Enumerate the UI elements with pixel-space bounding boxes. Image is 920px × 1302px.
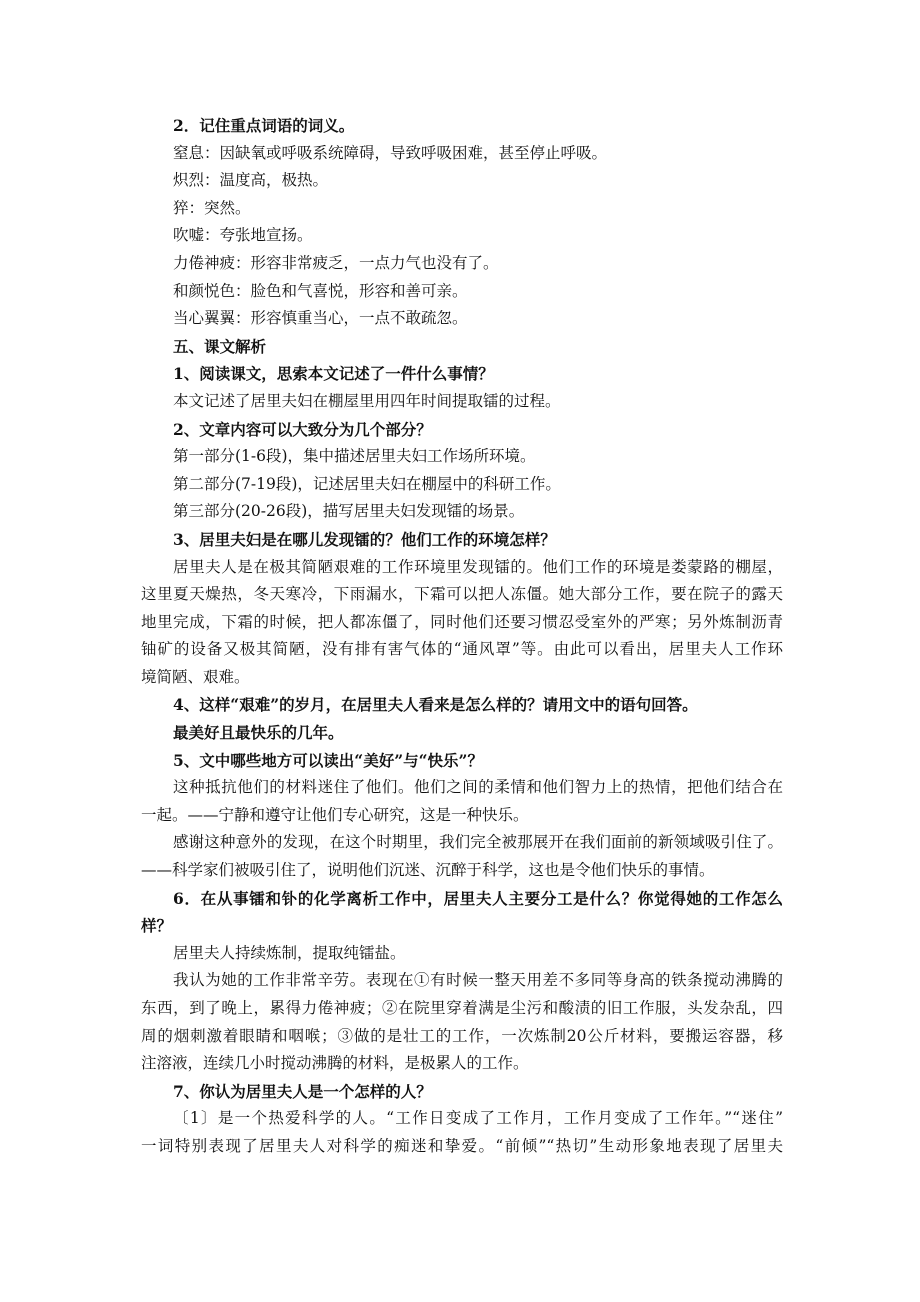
heading-line: 最美好且最快乐的几年。 [173, 723, 344, 743]
heading-line: 5、文中哪些地方可以读出“美好”与“快乐”？ [173, 750, 483, 770]
text-line: 居里夫人是在极其简陋艰难的工作环境里发现镭的。他们工作的环境是娄蒙路的棚屋， [173, 557, 783, 576]
heading-line: 五、课文解析 [173, 336, 267, 356]
text-line: 吹嘘：夸张地宣扬。 [173, 226, 313, 245]
text-line: 注溶液，连续几小时搅动沸腾的材料，是极累人的工作。 [141, 1054, 529, 1073]
heading-line: 3、居里夫妇是在哪儿发现镭的？他们工作的环境怎样？ [173, 529, 556, 549]
text-line: 境简陋、艰难。 [141, 667, 250, 686]
text-line: 一起。——宁静和遵守让他们专心研究，这是一种快乐。 [141, 805, 529, 824]
heading-line: 6．在从事镭和钋的化学离析工作中，居里夫人主要分工是什么？你觉得她的工作怎么 [173, 888, 783, 908]
heading-line: 2．记住重点词语的词义。 [173, 116, 355, 135]
document-page [141, 112, 783, 1161]
text-line: 感谢这种意外的发现，在这个时期里，我们完全被那展开在我们面前的新领域吸引住了。 [173, 833, 783, 852]
text-line: 地里完成，下霜的时候，把人都冻僵了，同时他们还要习惯忍受室外的严寒；另外炼制沥青 [141, 612, 783, 631]
text-line: 我认为她的工作非常辛劳。表现在①有时候一整天用差不多同等身高的铁条搅动沸腾的 [173, 971, 783, 990]
text-line: 一词特别表现了居里夫人对科学的痴迷和挚爱。“前倾”“热切”生动形象地表现了居里夫 [141, 1136, 783, 1155]
text-line: 第三部分(20-26段)，描写居里夫妇发现镭的场景。 [173, 502, 525, 521]
text-line: 炽烈：温度高，极热。 [173, 171, 329, 190]
text-line: 周的烟刺激着眼睛和咽喉；③做的是壮工的工作，一次炼制20公斤材料，要搬运容器，移 [141, 1026, 783, 1045]
heading-line: 样？ [141, 916, 173, 936]
text-line: 铀矿的设备又极其简陋，没有排有害气体的“通风罩”等。由此可以看出，居里夫人工作环 [141, 640, 783, 659]
text-line: 〔1〕是一个热爱科学的人。“工作日变成了工作月，工作月变成了工作年。”“迷住” [173, 1109, 783, 1128]
heading-line: 7、你认为居里夫人是一个怎样的人？ [173, 1081, 432, 1101]
text-line: 第二部分(7-19段)，记述居里夫妇在棚屋中的科研工作。 [173, 474, 561, 493]
text-line: 本文记述了居里夫妇在棚屋里用四年时间提取镭的过程。 [173, 391, 561, 410]
text-line: 居里夫人持续炼制，提取纯镭盐。 [173, 943, 406, 962]
text-line: 东西，到了晚上，累得力倦神疲；②在院里穿着满是尘污和酸渍的旧工作服，头发杂乱，四 [141, 999, 783, 1017]
text-line: 和颜悦色：脸色和气喜悦，形容和善可亲。 [173, 281, 468, 300]
text-line: 这种抵抗他们的材料迷住了他们。他们之间的柔情和他们智力上的热情，把他们结合在 [173, 778, 783, 797]
text-line: ——科学家们被吸引住了，说明他们沉迷、沉醉于科学，这也是令他们快乐的事情。 [141, 861, 715, 880]
heading-line: 2、文章内容可以大致分为几个部分？ [173, 419, 432, 439]
text-line: 窒息：因缺氧或呼吸系统障碍，导致呼吸困难，甚至停止呼吸。 [173, 143, 608, 162]
text-line: 这里夏天燥热，冬天寒冷，下雨漏水，下霜可以把人冻僵。她大部分工作，要在院子的露天 [141, 585, 783, 604]
text-line: 猝：突然。 [173, 198, 251, 217]
text-line: 力倦神疲：形容非常疲乏，一点力气也没有了。 [173, 253, 499, 272]
heading-line: 4、这样“艰难”的岁月，在居里夫人看来是怎么样的？请用文中的语句回答。 [173, 695, 698, 715]
text-line: 第一部分(1-6段)，集中描述居里夫妇工作场所环境。 [173, 447, 536, 466]
heading-line: 1、阅读课文，思索本文记述了一件什么事情？ [173, 364, 494, 384]
text-line: 当心翼翼：形容慎重当心，一点不敢疏忽。 [173, 309, 468, 328]
